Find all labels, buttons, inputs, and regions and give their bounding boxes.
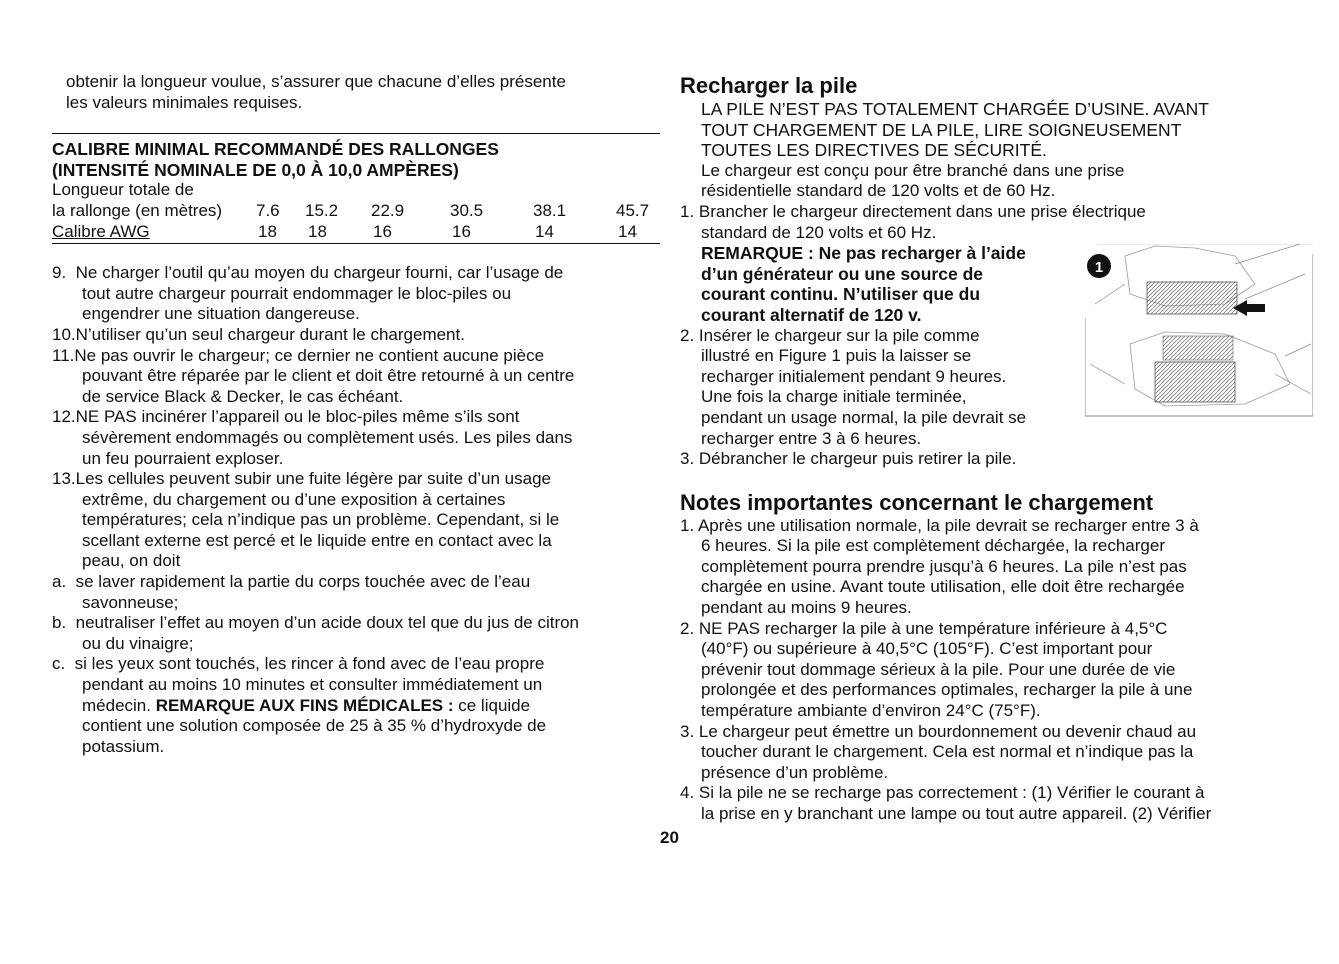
note-2: température ambiante d’environ 24°C (75°F). xyxy=(701,701,1041,721)
list-item: scellant externe est percé et le liquide entre en contact avec la xyxy=(82,530,552,550)
table-row-lengths xyxy=(52,201,660,222)
charger-note: résidentielle standard de 120 volts et de 60 Hz. xyxy=(701,181,1056,201)
list-item: contient une solution composée de 25 à 35 % d’hydroxyde de xyxy=(82,716,547,736)
list-item: 11.Ne pas ouvrir le chargeur; ce dernier ne contient aucune pièce xyxy=(52,345,545,365)
figure-charger-on-battery xyxy=(1085,244,1313,418)
step-1: standard de 120 volts et 60 Hz. xyxy=(701,222,937,242)
list-item: 12.NE PAS incinérer l’appareil ou le bloc-piles même s’ils sont xyxy=(52,407,520,427)
gauge-label: Calibre AWG xyxy=(52,221,150,241)
note-2: prolongée et des performances optimales, recharger la pile à une xyxy=(701,680,1193,700)
note-4: 4. Si la pile ne se recharge pas correctement : (1) Vérifier le courant à xyxy=(680,783,1205,803)
list-item: c. si les yeux sont touchés, les rincer à fond avec de l’eau propre xyxy=(52,654,545,674)
list-item: pendant au moins 10 minutes et consulter immédiatement un xyxy=(82,675,543,695)
step-2: recharger initialement pendant 9 heures. xyxy=(701,366,1007,386)
list-item: extrême, du chargement ou d’une exposition à certaines xyxy=(82,489,506,509)
list-item: engendrer une situation dangereuse. xyxy=(82,304,360,324)
note-1: complètement pourra prendre jusqu’à 6 heures. La pile n’est pas xyxy=(701,556,1187,576)
warning-line: TOUT CHARGEMENT DE LA PILE, LIRE SOIGNEUSEMENT xyxy=(701,119,1182,140)
table-subtitle: (INTENSITÉ NOMINALE DE 0,0 À 10,0 AMPÈRES) xyxy=(52,159,459,180)
length-cell: 30.5 xyxy=(450,200,484,220)
gauge-cell: 16 xyxy=(452,221,471,241)
note-3: toucher durant le chargement. Cela est normal et n’indique pas la xyxy=(701,742,1194,762)
list-item: pouvant être réparée par le client et doit être retourné à un centre xyxy=(82,366,575,386)
step-1-note: courant alternatif de 120 v. xyxy=(701,304,922,325)
table-title: CALIBRE MINIMAL RECOMMANDÉ DES RALLONGES xyxy=(52,139,499,160)
charger-note: Le chargeur est conçu pour être branché dans une prise xyxy=(701,160,1125,180)
intro-line: les valeurs minimales requises. xyxy=(66,92,303,112)
list-item: b. neutraliser l’effet au moyen d’un acide doux tel que du jus de citron xyxy=(52,613,580,633)
list-item: savonneuse; xyxy=(82,592,179,612)
note-3: présence d’un problème. xyxy=(701,762,889,782)
note-2: 2. NE PAS recharger la pile à une température inférieure à 4,5°C xyxy=(680,618,1168,638)
gauge-cell: 16 xyxy=(373,221,392,241)
step-1: 1. Brancher le chargeur directement dans une prise électrique xyxy=(680,201,1146,221)
left-column xyxy=(52,72,660,757)
list-item: ou du vinaigre; xyxy=(82,633,194,653)
length-cell: 7.6 xyxy=(256,200,280,220)
note-4: la prise en y branchant une lampe ou tout autre appareil. (2) Vérifier xyxy=(701,804,1212,823)
step-2: illustré en Figure 1 puis la laisser se xyxy=(701,346,972,366)
page-number: 20 xyxy=(660,828,679,847)
figure-number: 1 xyxy=(1094,259,1104,276)
step-1-note: REMARQUE : Ne pas recharger à l’aide xyxy=(701,243,1026,264)
length-cell: 22.9 xyxy=(371,200,405,220)
step-2: 2. Insérer le chargeur sur la pile comme xyxy=(680,325,980,345)
note-1: 1. Après une utilisation normale, la pile devrait se recharger entre 3 à xyxy=(680,515,1199,535)
table-row-gauges xyxy=(52,222,660,243)
length-label: Longueur totale de xyxy=(52,180,194,200)
right-column xyxy=(680,73,1306,825)
length-cell: 38.1 xyxy=(533,200,567,220)
step-2: Une fois la charge initiale terminée, xyxy=(701,387,967,407)
gauge-cell: 18 xyxy=(308,221,327,241)
list-item: a. se laver rapidement la partie du corps touchée avec de l’eau xyxy=(52,572,531,592)
medical-suffix: ce liquide xyxy=(453,695,531,715)
gauge-cell: 14 xyxy=(618,221,637,241)
list-item: 10.N’utiliser qu’un seul chargeur durant le chargement. xyxy=(52,324,465,344)
medical-prefix: médecin. xyxy=(82,695,156,715)
list-item: températures; cela n’indique pas un problème. Cependant, si le xyxy=(82,510,560,530)
note-2: prévenir tout dommage sérieux à la pile. Pour une durée de vie xyxy=(701,659,1176,679)
figure-illustration xyxy=(1085,244,1313,418)
list-item: 9. Ne charger l’outil qu’au moyen du chargeur fourni, car l’usage de xyxy=(52,263,564,283)
step-3: 3. Débrancher le chargeur puis retirer la pile. xyxy=(680,449,1017,469)
medical-note-label: REMARQUE AUX FINS MÉDICALES : xyxy=(155,695,454,715)
note-1: pendant au moins 9 heures. xyxy=(701,598,912,618)
section-heading-notes: Notes importantes concernant le chargement xyxy=(680,489,1154,515)
warning-line: TOUTES LES DIRECTIVES DE SÉCURITÉ. xyxy=(701,140,1047,161)
list-item: potassium. xyxy=(82,736,165,756)
list-item: un feu pourraient exploser. xyxy=(82,448,284,468)
step-2: recharger entre 3 à 6 heures. xyxy=(701,428,922,448)
list-item: de service Black & Decker, le cas échéant. xyxy=(82,386,404,406)
step-2: pendant un usage normal, la pile devrait se xyxy=(701,407,1027,427)
list-item: 13.Les cellules peuvent subir une fuite légère par suite d’un usage xyxy=(52,469,552,489)
list-item-medical xyxy=(52,696,660,717)
note-1: chargée en usine. Avant toute utilisation, elle doit être rechargée xyxy=(701,577,1185,597)
note-1: 6 heures. Si la pile est complètement déchargée, la recharger xyxy=(701,536,1165,556)
step-1-note: d’un générateur ou une source de xyxy=(701,263,983,284)
section-heading-recharge: Recharger la pile xyxy=(680,73,858,98)
length-cell: 45.7 xyxy=(616,200,650,220)
length-cell: 15.2 xyxy=(305,200,339,220)
step-1-note: courant continu. N’utiliser que du xyxy=(701,284,981,305)
list-item: sévèrement endommagés ou complètement usés. Les piles dans xyxy=(82,427,573,447)
note-2: (40°F) ou supérieure à 40,5°C (105°F). C’est important pour xyxy=(701,639,1153,659)
gauge-cell: 14 xyxy=(535,221,554,241)
length-label-cont: la rallonge (en mètres) xyxy=(52,200,223,220)
warning-line: LA PILE N’EST PAS TOTALEMENT CHARGÉE D’USINE. AVANT xyxy=(701,99,1209,119)
intro-line: obtenir la longueur voulue, s’assurer que chacune d’elles présente xyxy=(66,72,566,91)
list-item: tout autre chargeur pourrait endommager le bloc-piles ou xyxy=(82,283,512,303)
note-3: 3. Le chargeur peut émettre un bourdonnement ou devenir chaud au xyxy=(680,721,1197,741)
list-item: peau, on doit xyxy=(82,551,181,571)
gauge-cell: 18 xyxy=(258,221,277,241)
